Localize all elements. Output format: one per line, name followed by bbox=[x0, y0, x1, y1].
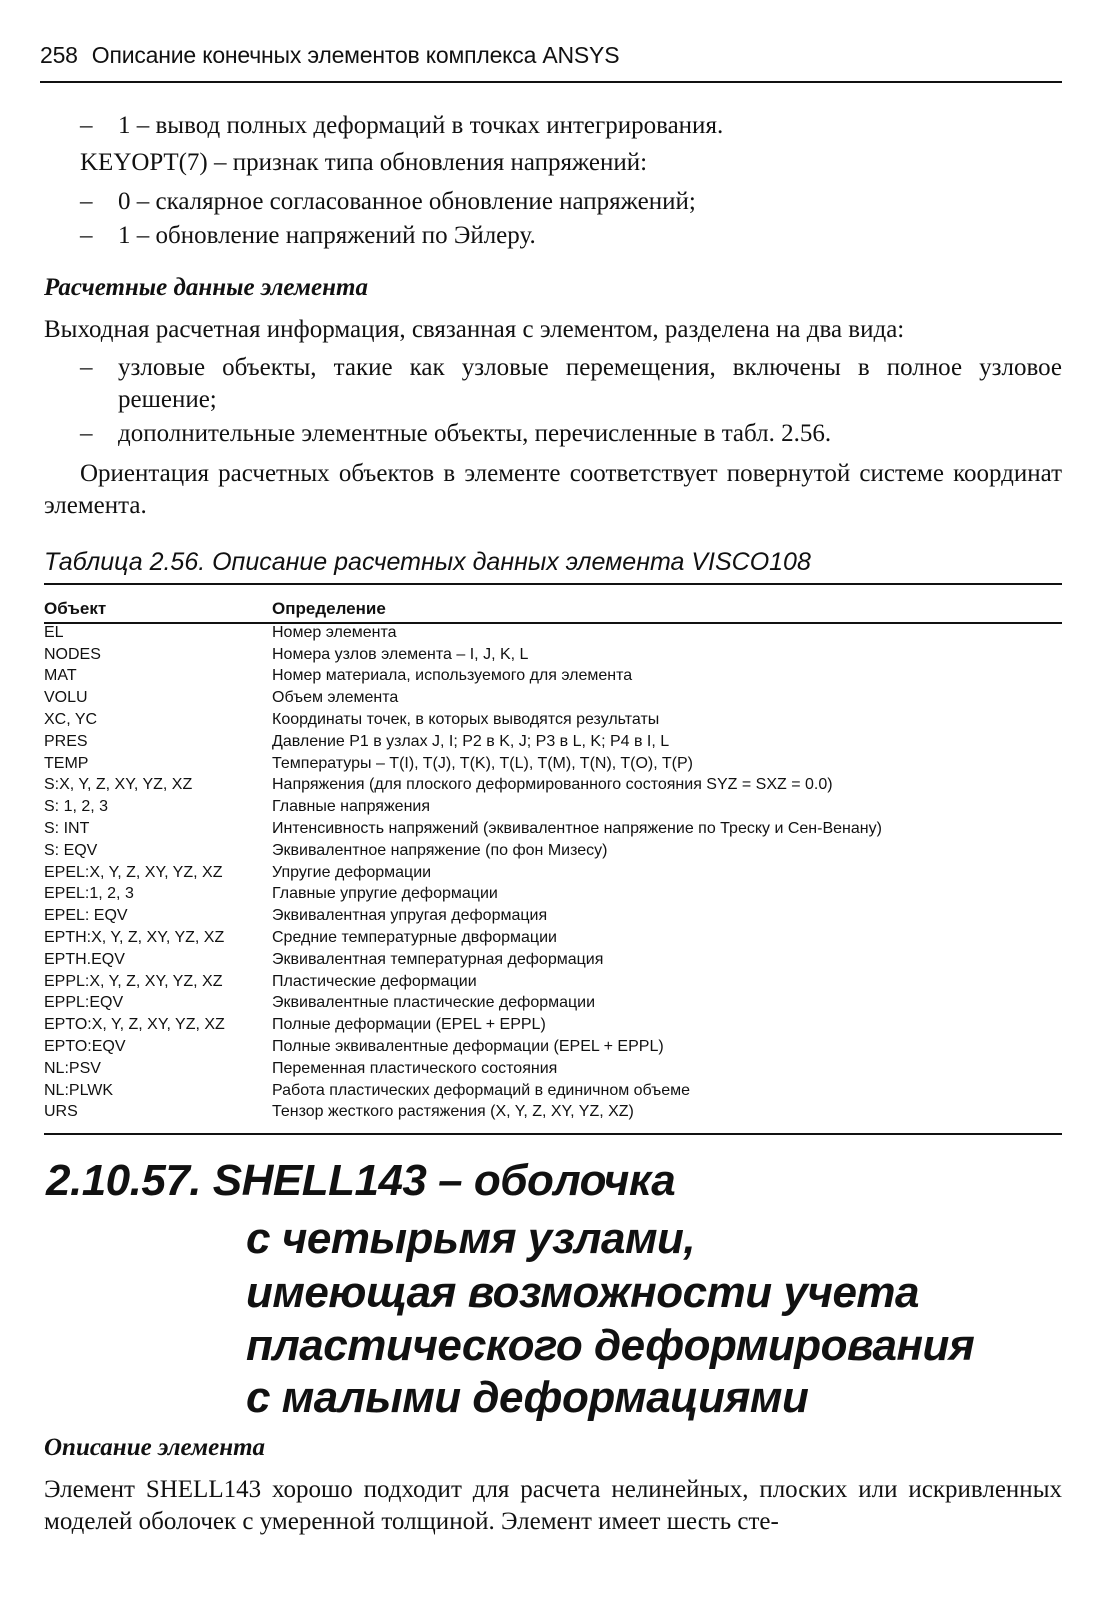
keyopt-line: KEYOPT(7) – признак типа обновления напряжений: bbox=[80, 149, 648, 176]
cell-object: NODES bbox=[44, 645, 101, 663]
table-row bbox=[44, 775, 1062, 797]
table-row bbox=[44, 840, 1062, 862]
cell-object: VOLU bbox=[44, 689, 88, 707]
cell-definition: Работа пластических деформаций в единичном объеме bbox=[272, 1081, 690, 1099]
cell-definition: Полные деформации (EPEL + EPPL) bbox=[272, 1016, 546, 1034]
cell-object: EPTH.EQV bbox=[44, 950, 125, 968]
cell-object: S: EQV bbox=[44, 841, 98, 859]
cell-definition: Пластические деформации bbox=[272, 972, 477, 990]
cell-definition: Объем элемента bbox=[272, 689, 399, 707]
cell-definition: Давление P1 в узлах J, I; P2 в K, J; P3 в L, K; P4 в I, L bbox=[272, 732, 670, 750]
table-row bbox=[44, 971, 1062, 993]
cell-definition: Главные напряжения bbox=[272, 798, 430, 816]
results-table bbox=[44, 596, 1062, 1123]
table-row bbox=[44, 927, 1062, 949]
cell-object: EL bbox=[44, 623, 64, 641]
cell-object: EPPL:X, Y, Z, XY, YZ, XZ bbox=[44, 972, 223, 990]
cell-definition: Температуры – T(I), T(J), T(K), T(L), T(M), T(N), T(O), T(P) bbox=[272, 754, 693, 772]
cell-definition: Эквивалентное напряжение (по фон Мизесу) bbox=[272, 841, 608, 859]
chapter-title-line-5: с малыми деформациями bbox=[246, 1373, 809, 1422]
cell-definition: Номер материала, используемого для элемента bbox=[272, 667, 633, 685]
table-header-rule bbox=[44, 622, 1062, 624]
table-row bbox=[44, 796, 1062, 818]
table-row bbox=[44, 1080, 1062, 1102]
cell-object: S: INT bbox=[44, 820, 90, 838]
chapter-heading bbox=[46, 1156, 675, 1206]
chapter-title-line-3: имеющая возможности учета bbox=[246, 1268, 920, 1317]
cell-object: EPTO:X, Y, Z, XY, YZ, XZ bbox=[44, 1016, 225, 1034]
chapter-title-line-4: пластического деформирования bbox=[246, 1321, 975, 1370]
cell-object: EPEL:1, 2, 3 bbox=[44, 885, 134, 903]
cell-definition: Переменная пластического состояния bbox=[272, 1059, 558, 1077]
results-paragraph: Выходная расчетная информация, связанная с элементом, разделена на два вида: bbox=[44, 316, 905, 343]
cell-definition: Главные упругие деформации bbox=[272, 885, 498, 903]
cell-definition: Интенсивность напряжений (эквивалентное напряжение по Треску и Сен-Венану) bbox=[272, 820, 882, 838]
cell-object: S:X, Y, Z, XY, YZ, XZ bbox=[44, 776, 193, 794]
cell-object: NL:PLWK bbox=[44, 1081, 114, 1099]
cell-object: PRES bbox=[44, 732, 88, 750]
cell-object: EPTH:X, Y, Z, XY, YZ, XZ bbox=[44, 929, 225, 947]
keyopt-option-1: – 1 – обновление напряжений по Эйлеру. bbox=[80, 222, 536, 249]
cell-object: TEMP bbox=[44, 754, 89, 772]
cell-definition: Эквивалентная температурная деформация bbox=[272, 950, 604, 968]
cell-object: NL:PSV bbox=[44, 1059, 101, 1077]
chapter-number: 2.10.57. bbox=[46, 1156, 202, 1205]
cell-definition: Эквивалентные пластические деформации bbox=[272, 994, 596, 1012]
table-row bbox=[44, 818, 1062, 840]
cell-object: EPPL:EQV bbox=[44, 994, 124, 1012]
table-row bbox=[44, 949, 1062, 971]
table-header-row bbox=[44, 596, 1062, 622]
header-rule bbox=[40, 81, 1062, 83]
cell-object: EPTO:EQV bbox=[44, 1038, 126, 1056]
table-row bbox=[44, 1058, 1062, 1080]
cell-definition: Эквивалентная упругая деформация bbox=[272, 907, 548, 925]
table-row bbox=[44, 862, 1062, 884]
cell-object: MAT bbox=[44, 667, 77, 685]
results-bullet-1: – узловые объекты, такие как узловые перемещения, включены в полное узловое решение; bbox=[80, 354, 1062, 413]
intro-line-1: 1 – вывод полных деформаций в точках интегрирования. bbox=[118, 112, 724, 139]
cell-definition: Напряжения (для плоского деформированного состояния SYZ = SXZ = 0.0) bbox=[272, 776, 833, 794]
table-row bbox=[44, 1014, 1062, 1036]
table-row bbox=[44, 993, 1062, 1015]
keyopt-option-0: – 0 – скалярное согласованное обновление напряжений; bbox=[80, 188, 696, 215]
intro-item: – 1 – вывод полных деформаций в точках интегрирования. bbox=[80, 110, 1062, 142]
chapter-title-line-2: с четырьмя узлами, bbox=[246, 1214, 696, 1263]
table-bottom-rule bbox=[44, 1133, 1062, 1135]
cell-object: S: 1, 2, 3 bbox=[44, 798, 109, 816]
table-row bbox=[44, 884, 1062, 906]
table-top-rule bbox=[44, 583, 1062, 585]
cell-definition: Средние температурные двформации bbox=[272, 929, 557, 947]
cell-definition: Тензор жесткого растяжения (X, Y, Z, XY, YZ, XZ) bbox=[272, 1103, 634, 1121]
cell-object: URS bbox=[44, 1103, 78, 1121]
cell-object: EPEL: EQV bbox=[44, 907, 128, 925]
table-row bbox=[44, 687, 1062, 709]
cell-definition: Координаты точек, в которых выводятся результаты bbox=[272, 711, 660, 729]
chapter-title-line-1: SHELL143 – оболочка bbox=[212, 1156, 676, 1205]
cell-definition: Номера узлов элемента – I, J, K, L bbox=[272, 645, 529, 663]
section-heading-element: Описание элемента bbox=[44, 1434, 266, 1461]
table-row bbox=[44, 644, 1062, 666]
table-row bbox=[44, 731, 1062, 753]
table-row bbox=[44, 622, 1062, 644]
cell-definition: Упругие деформации bbox=[272, 863, 432, 881]
section-heading-results: Расчетные данные элемента bbox=[44, 274, 368, 301]
results-bullet-2: – дополнительные элементные объекты, перечисленные в табл. 2.56. bbox=[80, 420, 832, 447]
page-number: 258 bbox=[40, 42, 78, 68]
cell-object: EPEL:X, Y, Z, XY, YZ, XZ bbox=[44, 863, 223, 881]
table-row bbox=[44, 753, 1062, 775]
column-header-definition: Определение bbox=[272, 599, 386, 618]
cell-definition: Номер элемента bbox=[272, 623, 397, 641]
orientation-paragraph: Ориентация расчетных объектов в элементе соответствует повернутой системе координат элемента. bbox=[44, 460, 1062, 519]
table-row bbox=[44, 709, 1062, 731]
table-row bbox=[44, 666, 1062, 688]
column-header-object: Объект bbox=[44, 599, 107, 618]
page-header bbox=[40, 42, 1062, 69]
cell-definition: Полные эквивалентные деформации (EPEL + EPPL) bbox=[272, 1038, 664, 1056]
element-paragraph: Элемент SHELL143 хорошо подходит для расчета нелинейных, плоских или искривленных моделей оболочек с умеренной толщиной. Элемент имеет шесть сте- bbox=[44, 1476, 1062, 1535]
table-row bbox=[44, 905, 1062, 927]
table-caption: Таблица 2.56. Описание расчетных данных элемента VISCO108 bbox=[44, 548, 811, 576]
running-title: Описание конечных элементов комплекса ANSYS bbox=[91, 42, 620, 68]
cell-object: XC, YC bbox=[44, 711, 98, 729]
table-row bbox=[44, 1102, 1062, 1124]
table-row bbox=[44, 1036, 1062, 1058]
